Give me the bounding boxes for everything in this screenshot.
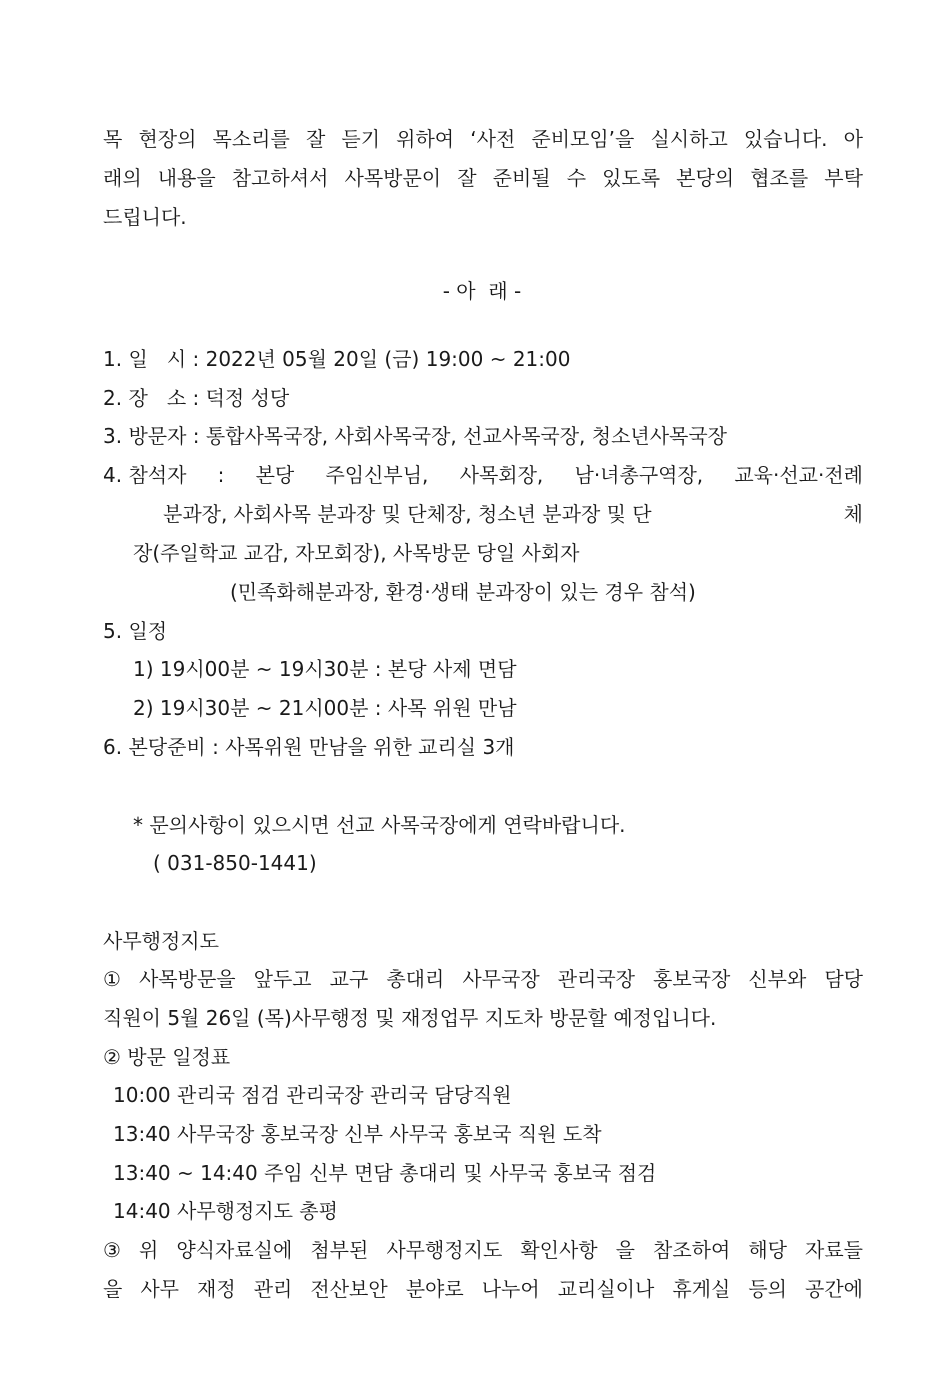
word: 있습니다. bbox=[743, 127, 828, 151]
word: 주임신부님, bbox=[325, 463, 429, 487]
item-preparation: 6. 본당준비 : 사목위원 만남을 위한 교리실 3개 bbox=[103, 735, 515, 759]
admin-schedule-4: 14:40 사무행정지도 총평 bbox=[113, 1199, 338, 1223]
word: 참조하여 bbox=[653, 1238, 731, 1262]
word: 내용을 bbox=[157, 166, 216, 190]
schedule-title: 5. 일정 bbox=[103, 619, 168, 643]
word: ‘사전 bbox=[470, 127, 516, 151]
word: 체 bbox=[843, 502, 863, 526]
word: 해당 bbox=[748, 1238, 787, 1262]
intro-line-2 bbox=[103, 164, 863, 192]
word: ③ bbox=[103, 1238, 121, 1262]
intro-line-1 bbox=[103, 125, 863, 153]
word: 현장의 bbox=[138, 127, 197, 151]
word: 자료들 bbox=[805, 1238, 863, 1262]
word: 참고하셔서 bbox=[231, 166, 329, 190]
word: 교리실이나 bbox=[557, 1277, 655, 1301]
word: 사목방문을 bbox=[138, 967, 236, 991]
admin-paragraph-3-line-2 bbox=[103, 1275, 863, 1303]
word: 래의 bbox=[103, 166, 142, 190]
admin-schedule-2: 13:40 사무국장 홍보국장 신부 사무국 홍보국 직원 도착 bbox=[113, 1122, 602, 1146]
word: 위하여 bbox=[396, 127, 455, 151]
word: 목 bbox=[103, 127, 123, 151]
word: 확인사항 bbox=[520, 1238, 598, 1262]
admin-paragraph-1-line-1 bbox=[103, 965, 863, 993]
intro-line-3: 드립니다. bbox=[103, 205, 187, 229]
word: 앞두고 bbox=[253, 967, 312, 991]
word: 분야로 bbox=[405, 1277, 464, 1301]
word: 수 bbox=[566, 166, 587, 190]
word: 양식자료실에 bbox=[176, 1238, 293, 1262]
contact-phone: ( 031-850-1441) bbox=[153, 851, 317, 875]
word: 있도록 bbox=[602, 166, 661, 190]
word: 등의 bbox=[748, 1277, 787, 1301]
word: 사무행정지도 bbox=[386, 1238, 503, 1262]
word: 관리국장 bbox=[557, 967, 635, 991]
item-attendees-line-2 bbox=[163, 500, 863, 528]
item-place: 2. 장 소 : 덕정 성당 bbox=[103, 386, 290, 410]
admin-title: 사무행정지도 bbox=[103, 929, 219, 953]
word: : bbox=[217, 463, 225, 487]
item-attendees-line-1 bbox=[103, 461, 863, 489]
admin-schedule-title: ② 방문 일정표 bbox=[103, 1045, 231, 1069]
word: 전산보안 bbox=[310, 1277, 388, 1301]
word: 교육·선교·전례 bbox=[734, 463, 863, 487]
item-attendees-line-3: 장(주일학교 교감, 자모회장), 사목방문 당일 사회자 bbox=[133, 541, 580, 565]
word: 나누어 bbox=[481, 1277, 540, 1301]
word: 부탁 bbox=[824, 166, 863, 190]
schedule-item-2: 2) 19시30분 ~ 21시00분 : 사목 위원 만남 bbox=[133, 696, 517, 720]
word: 사목회장, bbox=[459, 463, 544, 487]
word: 사무국장 bbox=[462, 967, 540, 991]
contact-note: * 문의사항이 있으시면 선교 사목국장에게 연락바랍니다. bbox=[133, 813, 626, 837]
word: 사목방문이 bbox=[344, 166, 442, 190]
word: 잘 bbox=[305, 127, 326, 151]
word: 위 bbox=[138, 1238, 159, 1262]
word: 실시하고 bbox=[650, 127, 728, 151]
word: 을 bbox=[615, 1238, 635, 1262]
word: 신부와 bbox=[748, 967, 807, 991]
word: 을 bbox=[103, 1277, 123, 1301]
word: 협조를 bbox=[750, 166, 809, 190]
word: 준비될 bbox=[492, 166, 551, 190]
schedule-item-1: 1) 19시00분 ~ 19시30분 : 본당 사제 면담 bbox=[133, 657, 517, 681]
word: 홍보국장 bbox=[653, 967, 731, 991]
word: 총대리 bbox=[386, 967, 445, 991]
item-visitors: 3. 방문자 : 통합사목국장, 사회사목국장, 선교사목국장, 청소년사목국장 bbox=[103, 424, 727, 448]
section-heading: - 아 래 - bbox=[442, 279, 522, 303]
word: 아 bbox=[843, 127, 863, 151]
word: 목소리를 bbox=[212, 127, 290, 151]
word: 재정 bbox=[197, 1277, 236, 1301]
admin-schedule-1: 10:00 관리국 점검 관리국장 관리국 담당직원 bbox=[113, 1083, 512, 1107]
word: 4. 참석자 bbox=[103, 463, 187, 487]
word: 첨부된 bbox=[310, 1238, 369, 1262]
word: 사무 bbox=[140, 1277, 179, 1301]
admin-paragraph-3-line-1 bbox=[103, 1236, 863, 1264]
word: 잘 bbox=[457, 166, 477, 190]
word: 본당의 bbox=[676, 166, 735, 190]
word: 교구 bbox=[329, 967, 369, 991]
word: 공간에 bbox=[805, 1277, 863, 1301]
word: 듣기 bbox=[341, 127, 381, 151]
word: 분과장, 사회사목 분과장 및 단체장, 청소년 분과장 및 단 bbox=[163, 502, 652, 526]
word: 관리 bbox=[253, 1277, 293, 1301]
word: 남·녀총구역장, bbox=[574, 463, 704, 487]
admin-schedule-3: 13:40 ~ 14:40 주임 신부 면담 총대리 및 사무국 홍보국 점검 bbox=[113, 1161, 657, 1185]
word: 담당 bbox=[824, 967, 863, 991]
item-date: 1. 일 시 : 2022년 05월 20일 (금) 19:00 ~ 21:00 bbox=[103, 347, 571, 371]
word: 준비모임’을 bbox=[531, 127, 635, 151]
item-attendees-note: (민족화해분과장, 환경·생태 분과장이 있는 경우 참석) bbox=[230, 580, 696, 604]
word: ① bbox=[103, 967, 121, 991]
word: 본당 bbox=[255, 463, 295, 487]
admin-paragraph-1-line-2: 직원이 5월 26일 (목)사무행정 및 재정업무 지도차 방문할 예정입니다. bbox=[103, 1006, 717, 1030]
word: 휴게실 bbox=[672, 1277, 731, 1301]
